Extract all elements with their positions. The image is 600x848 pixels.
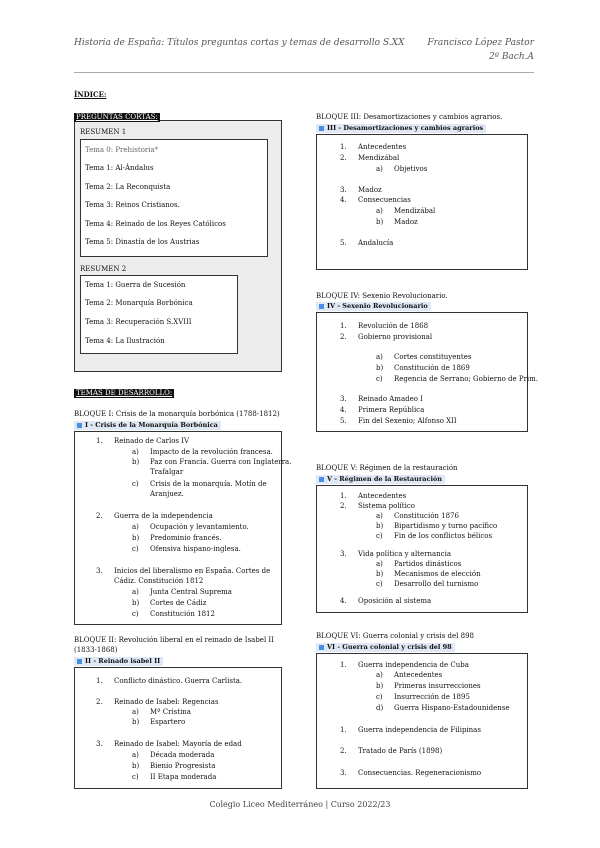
b5-sub: Mecanismos de elección: [394, 570, 481, 578]
bloque3-tag-label: III - Desamortizaciones y cambios agrarios: [327, 124, 484, 132]
b6-num: 1.: [340, 661, 347, 669]
b5-topic: Oposición al sistema: [358, 597, 432, 605]
temas-title: TEMAS DE DESARROLLO:: [76, 389, 173, 397]
b6-topic: Guerra independencia de Cuba: [358, 661, 469, 669]
preguntas-title: PREGUNTAS CORTAS:: [76, 113, 158, 121]
b1-num: 3.: [96, 567, 103, 575]
b4-num: 4.: [340, 406, 347, 414]
header-title: Historia de España: Títulos preguntas cortas y temas de desarrollo S.XX: [74, 38, 405, 48]
b1-num: 2.: [96, 512, 103, 520]
b4-num: 1.: [340, 322, 347, 330]
footer: Colegio Liceo Mediterráneo | Curso 2022/23: [209, 800, 391, 809]
b1-sub: Ocupación y levantamiento.: [150, 523, 249, 531]
bloque1-heading: BLOQUE I: Crisis de la monarquía borbónica (1788-1812): [74, 410, 280, 418]
tag-icon: [77, 423, 82, 428]
b2-letter: b): [132, 762, 140, 770]
b4-letter: b): [376, 364, 384, 372]
b5-num: 4.: [340, 597, 347, 605]
b2-sub: Década moderada: [150, 751, 215, 759]
b1-sub: Constitución 1812: [150, 610, 215, 618]
b5-letter: c): [376, 532, 383, 540]
tag-icon: [319, 304, 324, 309]
b4-sub: Regencia de Serrano; Gobierno de Prim.: [394, 375, 539, 383]
b4-topic: Reinado Amadeo I: [358, 395, 423, 403]
b2-topic: Reinado de Isabel: Mayoría de edad: [114, 740, 242, 748]
b4-topic: Fin del Sexenio; Alfonso XII: [358, 417, 457, 425]
b2-num: 1.: [96, 677, 103, 685]
b1-letter: c): [132, 610, 139, 618]
b5-num: 3.: [340, 550, 347, 558]
bloque2-tag: [74, 657, 163, 666]
b5-sub: Desarrollo del turnismo: [394, 580, 479, 588]
r1-item: Tema 0: Prehistoria*: [85, 146, 159, 154]
b1-letter: c): [132, 480, 139, 488]
b1-letter: c): [132, 545, 139, 553]
bloque2-tag-label: II - Reinado isabel II: [85, 657, 161, 665]
b5-num: 1.: [340, 492, 347, 500]
b2-num: 3.: [96, 740, 103, 748]
resumen2-title: RESUMEN 2: [80, 265, 127, 273]
b2-letter: a): [132, 708, 139, 716]
bloque5-tag: [316, 475, 445, 484]
b5-sub: Bipartidismo y turno pacífico: [394, 522, 498, 530]
b5-sub: Constitución 1876: [394, 512, 459, 520]
b5-letter: b): [376, 570, 384, 578]
b1-sub: Predominio francés.: [150, 534, 222, 542]
tag-icon: [319, 477, 324, 482]
b6-num: 1.: [340, 726, 347, 734]
bloque5-heading: BLOQUE V: Régimen de la restauración: [316, 464, 458, 472]
b1-letter: b): [132, 458, 140, 466]
b1-letter: b): [132, 599, 140, 607]
b6-topic: Consecuencias. Regeneracionismo: [358, 769, 482, 777]
b4-topic: Gobierno provisional: [358, 333, 433, 341]
bloque3-tag: [316, 124, 486, 133]
b6-num: 3.: [340, 769, 347, 777]
bloque4-tag-label: IV - Sexenio Revolucionario: [327, 302, 428, 310]
b6-sub: Primeras insurrecciones: [394, 682, 481, 690]
header-author: Francisco López Pastor: [427, 38, 534, 48]
b6-letter: d): [376, 704, 384, 712]
b1-topic: Inicios del liberalismo en España. Cortes de: [114, 567, 271, 575]
b5-topic: Vida política y alternancia: [358, 550, 452, 558]
b5-letter: b): [376, 522, 384, 530]
bloque5-box: [316, 485, 528, 613]
b3-topic: Mendizábal: [358, 154, 400, 162]
r2-item: Tema 4: La Ilustración: [85, 337, 165, 345]
b4-topic: Primera República: [358, 406, 425, 414]
bloque6-heading: BLOQUE VI: Guerra colonial y crisis del 898: [316, 632, 474, 640]
b6-sub: Antecedentes: [394, 671, 443, 679]
bloque1-tag: [74, 421, 221, 430]
b6-sub: Insurrección de 1895: [394, 693, 470, 701]
b4-num: 5.: [340, 417, 347, 425]
b1-sub: Junta Central Suprema: [150, 588, 232, 596]
b1-topic-cont: Cádiz. Constitución 1812: [114, 577, 204, 585]
b1-letter: a): [132, 523, 139, 531]
b2-num: 2.: [96, 698, 103, 706]
b1-sub-cont: Aranjuez.: [150, 490, 184, 498]
b2-letter: b): [132, 718, 140, 726]
b3-topic: Consecuencias: [358, 196, 411, 204]
b4-letter: c): [376, 375, 383, 383]
r2-item: Tema 3: Recuperación S.XVIII: [85, 318, 192, 326]
b6-num: 2.: [340, 747, 347, 755]
bloque1-tag-label: I - Crisis de la Monarquía Borbónica: [85, 421, 218, 429]
header-course: 2º Bach.A: [489, 52, 534, 62]
bloque5-tag-label: V - Régimen de la Restauración: [327, 475, 442, 483]
bloque6-tag-label: VI - Guerra colonial y crisis del 98: [327, 643, 452, 651]
b5-letter: a): [376, 560, 383, 568]
b6-topic: Guerra independencia de Filipinas: [358, 726, 481, 734]
b4-topic: Revolución de 1868: [358, 322, 429, 330]
b3-topic: Andalucía: [358, 239, 394, 247]
b5-topic: Antecedentes: [358, 492, 407, 500]
b5-num: 2.: [340, 502, 347, 510]
b2-sub: II Etapa moderada: [150, 773, 217, 781]
b3-letter: a): [376, 207, 383, 215]
b5-sub: Partidos dinásticos: [394, 560, 462, 568]
b5-topic: Sistema político: [358, 502, 415, 510]
tag-icon: [319, 645, 324, 650]
bloque3-box: [316, 134, 528, 270]
b3-topic: Madoz: [358, 186, 382, 194]
b1-sub-cont: Trafalgar: [150, 468, 184, 476]
bloque2-heading-cont: (1833-1868): [74, 646, 118, 654]
b4-num: 2.: [340, 333, 347, 341]
bloque6-tag: [316, 643, 455, 652]
b1-sub: Crisis de la monarquía. Motín de: [150, 480, 267, 488]
tag-icon: [319, 126, 324, 131]
b4-num: 3.: [340, 395, 347, 403]
b3-num: 5.: [340, 239, 347, 247]
b6-letter: c): [376, 693, 383, 701]
r1-item: Tema 3: Reinos Cristianos.: [85, 201, 180, 209]
b2-sub: Espartero: [150, 718, 186, 726]
b6-letter: b): [376, 682, 384, 690]
b1-sub: Cortes de Cádiz: [150, 599, 207, 607]
b3-num: 2.: [340, 154, 347, 162]
b2-sub: Bienio Progresista: [150, 762, 216, 770]
b6-sub: Guerra Hispano-Estadounidense: [394, 704, 510, 712]
b1-topic: Reinado de Carlos IV: [114, 437, 190, 445]
b1-sub: Paz con Francia. Guerra con Inglaterra.: [150, 458, 292, 466]
r1-item: Tema 5: Dinastía de los Austrias: [85, 238, 200, 246]
b2-letter: c): [132, 773, 139, 781]
b5-letter: a): [376, 512, 383, 520]
r1-item: Tema 4: Reinado de los Reyes Católicos: [85, 220, 226, 228]
b2-topic: Conflicto dinástico. Guerra Carlista.: [114, 677, 243, 685]
b3-num: 4.: [340, 196, 347, 204]
indice-heading: ÍNDICE:: [74, 90, 107, 99]
b1-sub: Ofensiva hispano-inglesa.: [150, 545, 241, 553]
bloque4-heading: BLOQUE IV: Sexenio Revolucionario.: [316, 292, 448, 300]
r1-item: Tema 2: La Reconquista: [85, 183, 171, 191]
b1-topic: Guerra de la independencia: [114, 512, 213, 520]
bloque3-heading: BLOQUE III: Desamortizaciones y cambios agrarios.: [316, 113, 503, 121]
b2-topic: Reinado de Isabel: Regencias: [114, 698, 219, 706]
b3-letter: b): [376, 218, 384, 226]
b4-sub: Cortes constituyentes: [394, 353, 472, 361]
b2-sub: Mª Cristina: [150, 708, 191, 716]
b1-letter: b): [132, 534, 140, 542]
b6-letter: a): [376, 671, 383, 679]
bloque4-tag: [316, 302, 431, 311]
b3-sub: Madoz: [394, 218, 418, 226]
b1-sub: Impacto de la revolución francesa.: [150, 448, 273, 456]
bloque2-heading: BLOQUE II: Revolución liberal en el reinado de Isabel II: [74, 636, 274, 644]
b3-letter: a): [376, 165, 383, 173]
b5-sub: Fin de los conflictos bélicos: [394, 532, 493, 540]
r2-item: Tema 2: Monarquía Borbónica: [85, 299, 193, 307]
r1-item: Tema 1: Al-Ándalus: [85, 164, 154, 172]
b1-letter: a): [132, 448, 139, 456]
b3-sub: Mendizábal: [394, 207, 436, 215]
b3-sub: Objetivos: [394, 165, 428, 173]
header-divider: [74, 72, 534, 73]
b3-topic: Antecedentes: [358, 143, 407, 151]
tag-icon: [77, 659, 82, 664]
r2-item: Tema 1: Guerra de Sucesión: [85, 281, 186, 289]
b6-topic: Tratado de París (1898): [358, 747, 443, 755]
b4-sub: Constitución de 1869: [394, 364, 470, 372]
b4-letter: a): [376, 353, 383, 361]
b3-num: 1.: [340, 143, 347, 151]
b1-num: 1.: [96, 437, 103, 445]
b3-num: 3.: [340, 186, 347, 194]
b5-letter: c): [376, 580, 383, 588]
resumen1-title: RESUMEN 1: [80, 128, 127, 136]
b1-letter: a): [132, 588, 139, 596]
b2-letter: a): [132, 751, 139, 759]
